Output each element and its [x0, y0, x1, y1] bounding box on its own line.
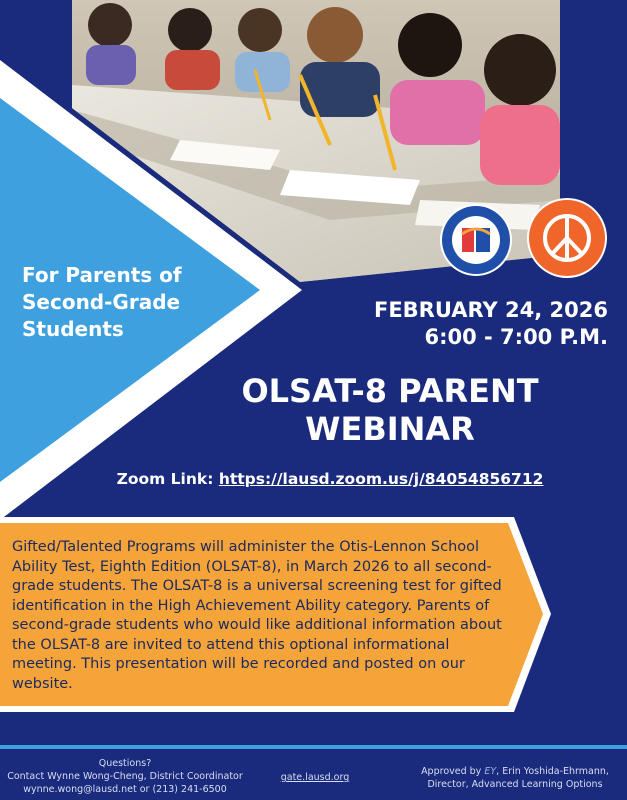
footer-approval — [410, 765, 620, 791]
footer-approved-prefix: Approved by — [421, 766, 482, 777]
lausd-logo — [440, 204, 512, 276]
event-time: 6:00 - 7:00 P.M. — [424, 325, 608, 349]
footer-contact — [0, 757, 250, 796]
event-date: FEBRUARY 24, 2026 — [373, 298, 608, 322]
zoom-link-label: Zoom Link: — [116, 470, 214, 488]
event-title-line-2: WEBINAR — [305, 410, 475, 448]
footer-contact-name: Contact Wynne Wong-Cheng, District Coordinator — [7, 771, 243, 782]
footer-approver: , Erin Yoshida-Ehrmann, — [496, 766, 609, 777]
event-datetime — [340, 297, 608, 351]
footer-website-link[interactable]: gate.lausd.org — [280, 772, 350, 783]
audience-line-2: Second-Grade — [22, 290, 181, 314]
peace-logo — [527, 198, 607, 278]
lausd-logo-icon — [440, 204, 512, 276]
event-title-line-1: OLSAT-8 PARENT — [241, 372, 539, 410]
event-title — [180, 372, 600, 448]
audience-line-1: For Parents of — [22, 263, 182, 287]
footer-questions: Questions? — [98, 758, 152, 769]
audience-heading — [22, 262, 242, 343]
peace-sign-icon — [527, 198, 607, 278]
zoom-link[interactable]: https://lausd.zoom.us/j/84054856712 — [218, 470, 544, 488]
zoom-link-row — [40, 470, 620, 488]
footer-contact-info: wynne.wong@lausd.net or (213) 241-6500 — [23, 784, 227, 795]
footer-approver-title: Director, Advanced Learning Options — [427, 779, 603, 790]
footer — [0, 752, 627, 800]
footer-signature: EY — [484, 766, 497, 777]
description-text: Gifted/Talented Programs will administer the Otis-Lennon School Ability Test, Eighth Edition (OLSAT-8), in March 2026 to all second-grade students. The OLSAT-8 is a universal screening test for gifted identification in the High Achievement Ability category. Parents of second-grade students who would like additional information about the OLSAT-8 are invited to attend this optional informational meeting. This presentation will be recorded and posted on our website. — [12, 539, 502, 692]
audience-line-3: Students — [22, 317, 124, 341]
